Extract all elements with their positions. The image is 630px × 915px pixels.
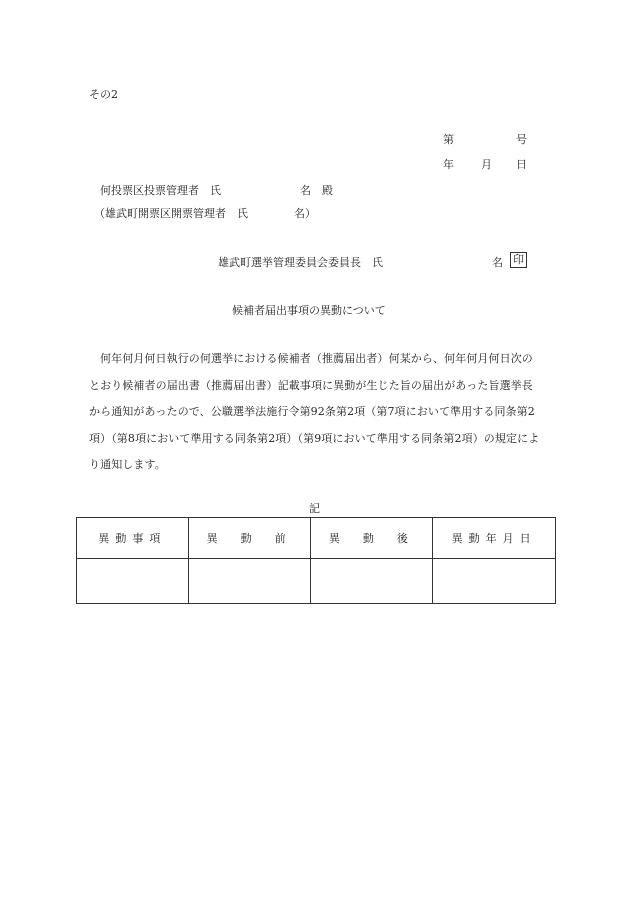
body-line: 何年何月何日執行の何選挙における候補者（推薦届出者）何某から、何年何月何日次の (100, 352, 533, 365)
sender-name: 名 (492, 256, 503, 269)
column-header-before: 異 動 前 (188, 518, 310, 559)
body-line: から通知があったので、公職選挙法施行令第92条第2項（第7項において準用する同条第2 (89, 405, 535, 418)
date-year-label: 年 (443, 158, 454, 171)
seal-stamp (510, 252, 527, 268)
body-line: とおり候補者の届出書（推薦届出書）記載事項に異動が生じた旨の届出があった旨選挙長 (89, 378, 533, 392)
body-paragraph (89, 346, 559, 479)
subject-heading: 候補者届出事項の異動について (232, 304, 386, 317)
date-day-label: 日 (516, 158, 527, 171)
table-row (77, 559, 556, 604)
addressee-line2-name: 名） (294, 207, 316, 220)
ki-heading: 記 (309, 502, 320, 515)
body-line: り通知します。 (89, 458, 166, 471)
doc-number-go-label: 号 (516, 133, 527, 146)
addressee-line1-title: 何投票区投票管理者 氏 (100, 184, 221, 197)
change-table (76, 517, 556, 604)
table-cell (77, 559, 189, 604)
table-cell (433, 559, 556, 604)
column-header-after: 異 動 後 (310, 518, 433, 559)
column-header-item: 異動事項 (77, 518, 189, 559)
table-cell (310, 559, 433, 604)
form-number: その2 (89, 88, 118, 101)
seal-label: 印 (510, 252, 527, 268)
doc-number-dai-label: 第 (443, 133, 454, 146)
addressee-line2-title: （雄武町開票区開票管理者 氏 (94, 207, 248, 220)
table-header-row (77, 518, 556, 559)
table-cell (188, 559, 310, 604)
column-header-date: 異動年月日 (433, 518, 556, 559)
date-month-label: 月 (481, 158, 492, 171)
body-line: 項）（第8項において準用する同条第2項）（第9項において準用する同条第2項）の規定によ (89, 431, 540, 445)
sender-title: 雄武町選挙管理委員会委員長 氏 (218, 256, 383, 269)
addressee-line1-name: 名 殿 (300, 184, 333, 197)
